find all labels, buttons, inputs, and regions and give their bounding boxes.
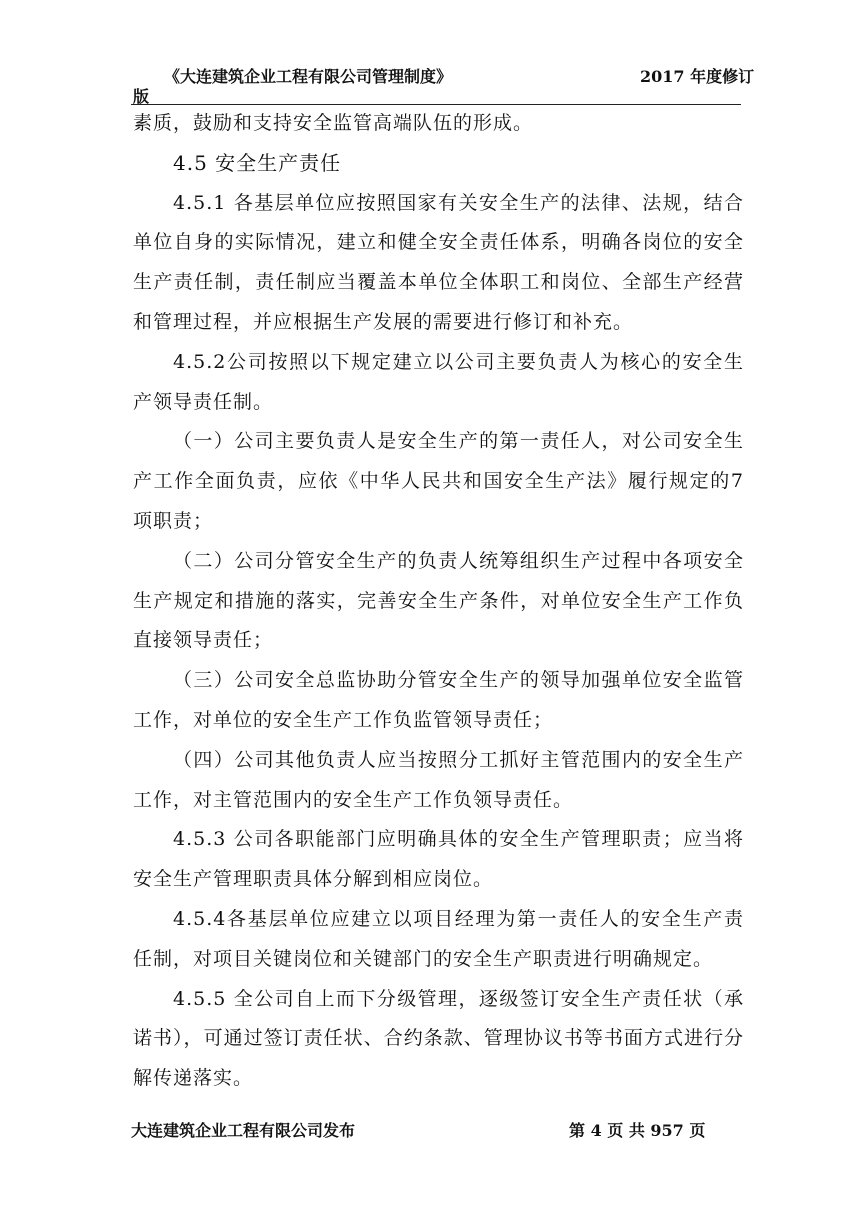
section-heading: 4.5 安全生产责任 — [173, 150, 342, 175]
paragraph-4-5-4: 4.5.4各基层单位应建立以项目经理为第一责任人的安全生产责任制，对项目关键岗位和关键部门的安全生产职责进行明确规定。 — [133, 907, 744, 970]
paragraph-4-5-1: 4.5.1 各基层单位应按照国家有关安全生产的法律、法规，结合单位自身的实际情况，建立和健全安全责任体系，明确各岗位的安全生产责任制，责任制应当覆盖本单位全体职工和岗位、全部生产经营和管理过程，并应根据生产发展的需要进行修订和补充。 — [133, 191, 744, 333]
paragraph-item-3: （三）公司安全总监协助分管安全生产的领导加强单位安全监管工作，对单位的安全生产工作负监管领导责任； — [133, 669, 744, 731]
document-body — [133, 104, 744, 1099]
footer-page-info: 第 4 页 共 957 页 — [569, 1121, 706, 1140]
paragraph-continued: 素质，鼓励和支持安全监管高端队伍的形成。 — [133, 112, 534, 134]
footer-publisher: 大连建筑企业工程有限公司发布 — [131, 1121, 356, 1140]
paragraph-4-5-2: 4.5.2公司按照以下规定建立以公司主要负责人为核心的安全生产领导责任制。 — [133, 350, 744, 413]
paragraph-4-5-5: 4.5.5 全公司自上而下分级管理，逐级签订安全生产责任状（承诺书），可通过签订责任状、合约条款、管理协议书等书面方式进行分解传递落实。 — [133, 987, 744, 1090]
paragraph-item-4: （四）公司其他负责人应当按照分工抓好主管范围内的安全生产工作，对主管范围内的安全生产工作负领导责任。 — [133, 748, 744, 811]
header-edition: 2017 年度修订 — [640, 67, 755, 86]
paragraph-4-5-3: 4.5.3 公司各职能部门应明确具体的安全生产管理职责；应当将安全生产管理职责具体分解到相应岗位。 — [133, 828, 744, 891]
paragraph-item-2: （二）公司分管安全生产的负责人统筹组织生产过程中各项安全生产规定和措施的落实，完善安全生产条件，对单位安全生产工作负直接领导责任； — [133, 549, 744, 652]
header-edition-continued: 版 — [133, 87, 150, 106]
paragraph-item-1: （一）公司主要负责人是安全生产的第一责任人，对公司安全生产工作全面负责，应依《中华人民共和国安全生产法》履行规定的7项职责； — [133, 430, 744, 532]
header-title: 《大连建筑企业工程有限公司管理制度》 — [164, 67, 453, 86]
